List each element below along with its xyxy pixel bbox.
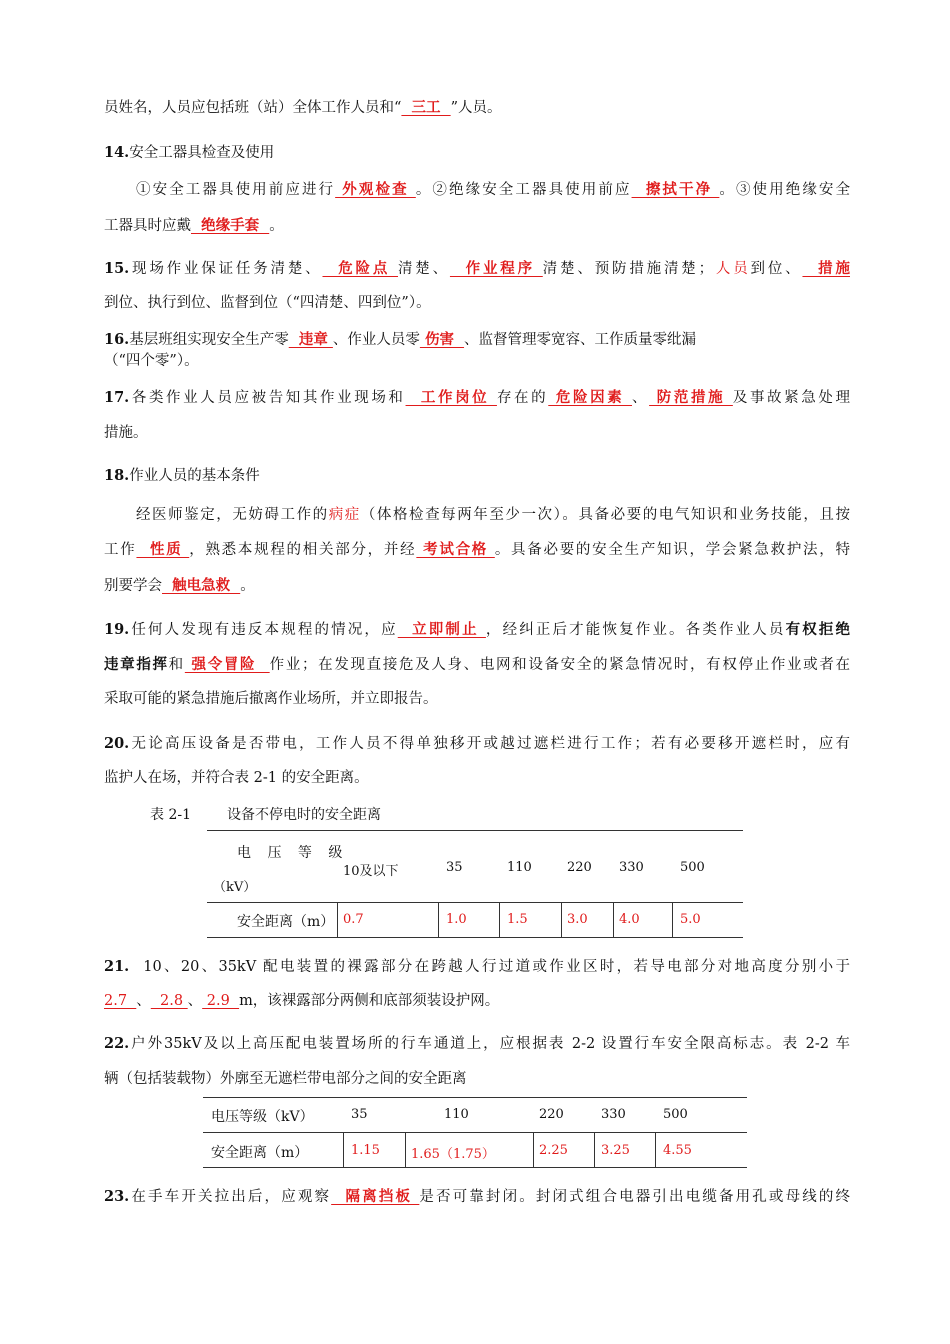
table-header-label: 电压等级（kV）	[211, 1109, 314, 1125]
table-cell: 1.5	[507, 912, 528, 927]
paragraph-line: 措施。	[104, 425, 148, 441]
answer-blank: 作业程序	[449, 260, 543, 277]
table-header-cell: 35	[351, 1107, 368, 1122]
answer-blank: 外观检查	[335, 181, 416, 198]
paragraph-line: 员姓名，人员应包括班（站）全体工作人员和“ 三工 ”人员。	[104, 99, 502, 116]
answer-blank: 危险点	[322, 260, 398, 277]
table-header-cell: 220	[539, 1107, 564, 1122]
table-rule	[207, 937, 743, 938]
question-14-heading: 14.安全工器具检查及使用	[104, 144, 275, 161]
table-cell: 3.0	[567, 912, 588, 927]
table-cell: 2.25	[539, 1143, 568, 1158]
question-23: 23.在手车开关拉出后，应观察 隔离挡板 是否可靠封闭。封闭式组合电器引出电缆备用孔或母线的终	[104, 1188, 851, 1205]
table-rule	[207, 830, 743, 831]
answer-blank: 措施	[802, 260, 850, 277]
answer-blank: 强令冒险	[184, 656, 270, 673]
answer-blank: 绝缘手套	[191, 217, 270, 234]
answer-blank: 三工	[401, 99, 451, 116]
table-header-cell: 220	[567, 860, 592, 875]
answer-blank: 考试合格	[416, 541, 495, 558]
question-18-heading: 18.作业人员的基本条件	[104, 467, 260, 484]
table-header-cell: 110	[507, 860, 532, 875]
paragraph-line: 工作 性质 ，熟悉本规程的相关部分，并经 考试合格 。具备必要的安全生产知识，学会紧急救护法，特	[104, 541, 851, 558]
answer-blank: 擦拭干净	[631, 181, 720, 198]
paragraph-line: （“四个零”）。	[104, 353, 199, 369]
answer-blank: 性质	[136, 541, 190, 558]
paragraph-line: 到位、执行到位、监督到位（“四清楚、四到位”）。	[104, 295, 431, 311]
question-20: 20.无论高压设备是否带电，工作人员不得单独移开或越过遮栏进行工作；若有必要移开遮栏时，应有	[104, 735, 850, 752]
table-cell: 1.0	[446, 912, 467, 927]
question-22: 22.户外35kV及以上高压配电装置场所的行车通道上，应根据表 2-2 设置行车安全限高标志。表 2-2 车	[104, 1035, 850, 1052]
table-rule	[207, 902, 743, 903]
answer-blank: 伤害	[419, 331, 465, 348]
answer-blank: 防范措施	[649, 389, 733, 406]
answer-blank: 2.8	[150, 993, 188, 1009]
paragraph-line: 别要学会 触电急救 。	[104, 577, 255, 594]
answer-blank: 立即制止	[397, 621, 486, 638]
table-header-cell: 500	[663, 1107, 688, 1122]
table-caption: 表 2-1 设备不停电时的安全距离	[150, 807, 381, 823]
table-header-label: 电 压 等 级	[237, 845, 349, 861]
table-rule	[203, 1132, 747, 1133]
paragraph-line: 2.7 、 2.8 、 2.9 m，该裸露部分两侧和底部须装设护网。	[104, 993, 500, 1009]
answer-blank: 2.7	[104, 993, 137, 1009]
paragraph-line: 工器具时应戴 绝缘手套 。	[104, 217, 284, 234]
answer-blank: 违章	[288, 331, 333, 348]
table-row-label: 安全距离（m）	[211, 1145, 309, 1161]
question-16: 16.基层班组实现安全生产零 违章 、作业人员零 伤害 、监督管理零宽容、工作质量零纰漏	[104, 331, 697, 348]
answer-blank: 隔离挡板	[331, 1188, 420, 1205]
paragraph-line: 经医师鉴定，无妨碍工作的病症（体格检查每两年至少一次）。具备必要的电气知识和业务技能，且按	[136, 507, 850, 523]
table-cell: 1.15	[351, 1143, 380, 1158]
table-rule	[203, 1097, 747, 1098]
table-header-unit: （kV）	[213, 880, 257, 895]
question-21: 21. 10、20、35kV 配电装置的裸露部分在跨越人行过道或作业区时，若导电部分对地高度分别小于	[104, 958, 850, 975]
paragraph-line: 违章指挥和 强令冒险 作业；在发现直接危及人身、电网和设备安全的紧急情况时，有权停止作业或者在	[104, 656, 850, 673]
paragraph-line: 监护人在场，并符合表 2-1 的安全距离。	[104, 770, 369, 786]
table-header-cell: 110	[444, 1107, 469, 1122]
table-cell: 4.0	[619, 912, 640, 927]
paragraph-line: 采取可能的紧急措施后撤离作业场所，并立即报告。	[104, 691, 438, 707]
paragraph-line: 辆（包括装载物）外廓至无遮栏带电部分之间的安全距离	[104, 1071, 467, 1087]
table-cell: 0.7	[343, 912, 364, 927]
table-cell: 4.55	[663, 1143, 692, 1158]
question-17: 17.各类作业人员应被告知其作业现场和 工作岗位 存在的 危险因素 、 防范措施 及事故紧急处理	[104, 389, 850, 406]
table-cell: 1.65（1.75）	[411, 1147, 495, 1162]
table-header-cell: 500	[680, 860, 705, 875]
table-rule	[203, 1167, 747, 1168]
table-header-cell: 10及以下	[343, 864, 399, 879]
table-header-cell: 330	[619, 860, 644, 875]
answer-blank: 2.9	[202, 993, 240, 1009]
question-15: 15.现场作业保证任务清楚、 危险点 清楚、 作业程序 清楚、预防措施清楚；人员到位、 措施	[104, 260, 850, 277]
answer-blank: 工作岗位	[405, 389, 497, 406]
paragraph-line: ①安全工器具使用前应进行 外观检查 。②绝缘安全工器具使用前应 擦拭干净 。③使用绝缘安全	[136, 181, 851, 198]
table-header-cell: 330	[601, 1107, 626, 1122]
table-cell: 5.0	[680, 912, 701, 927]
answer-blank: 触电急救	[162, 577, 241, 594]
answer-blank: 危险因素	[548, 389, 632, 406]
table-cell: 3.25	[601, 1143, 630, 1158]
table-header-cell: 35	[446, 860, 463, 875]
question-19: 19.任何人发现有违反本规程的情况，应 立即制止 ，经纠正后才能恢复作业。各类作业人员有权拒绝	[104, 621, 851, 638]
table-row-label: 安全距离（m）	[237, 914, 335, 930]
